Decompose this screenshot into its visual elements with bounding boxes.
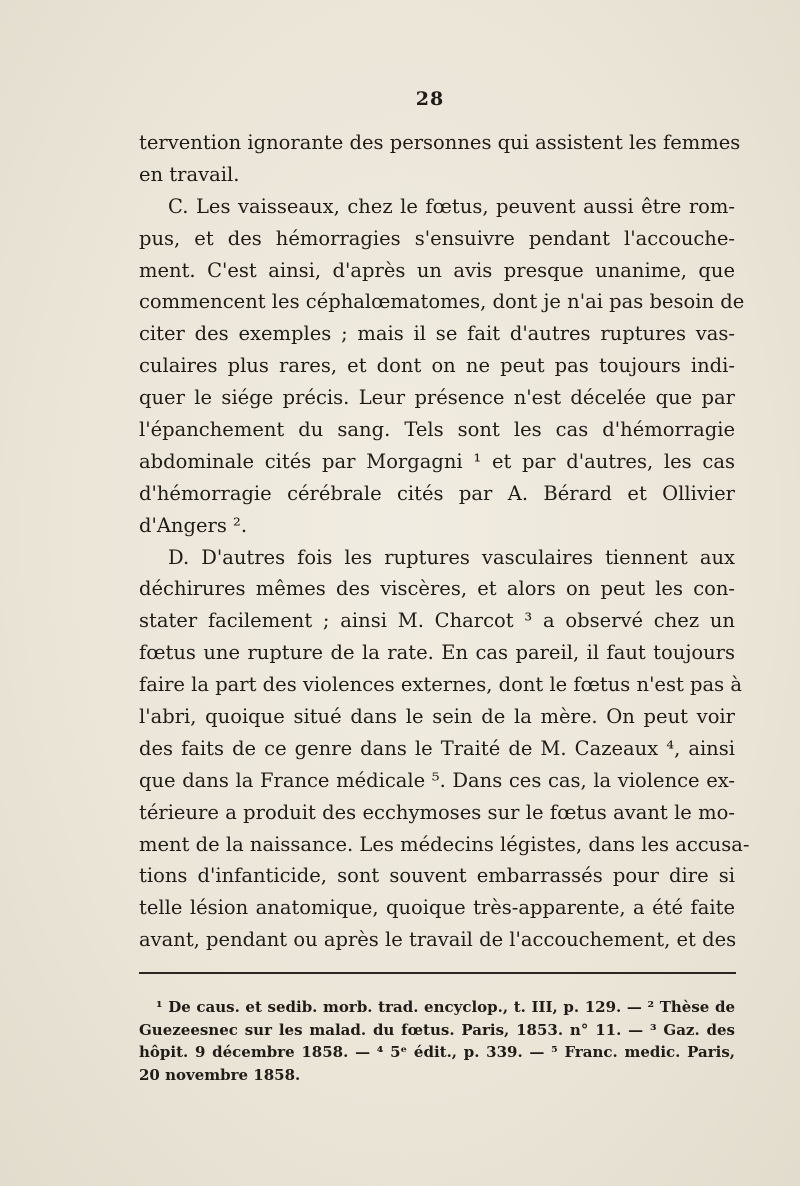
text-line: ment. C'est ainsi, d'après un avis presque unanime, que (139, 258, 735, 282)
text-line: déchirures mêmes des viscères, et alors on peut les con- (139, 577, 735, 601)
text-line: ment de la naissance. Les médecins légistes, dans les accusa- (139, 832, 750, 856)
footnote-line: ¹ De caus. et sedib. morb. trad. encyclop., t. III, p. 129. — ² Thèse de (156, 998, 735, 1016)
text-line: telle lésion anatomique, quoique très-apparente, a été faite (139, 896, 735, 920)
text-line: térieure a produit des ecchymoses sur le fœtus avant le mo- (139, 800, 735, 824)
page-number: 28 (415, 88, 445, 110)
footnotes (139, 996, 735, 1086)
text-line: abdominale cités par Morgagni ¹ et par d'autres, les cas (139, 449, 735, 473)
text-line: en travail. (139, 162, 240, 186)
text-line: commencent les céphalœmatomes, dont je n'ai pas besoin de (139, 290, 745, 314)
body-text (139, 127, 750, 956)
text-line: D. D'autres fois les ruptures vasculaires tiennent aux (168, 545, 735, 569)
text-line: C. Les vaisseaux, chez le fœtus, peuvent aussi être rom- (168, 194, 735, 218)
text-line: d'Angers ². (139, 513, 248, 537)
text-line: que dans la France médicale ⁵. Dans ces cas, la violence ex- (139, 768, 735, 792)
text-line: tervention ignorante des personnes qui assistent les femmes (139, 131, 741, 154)
text-line: l'épanchement du sang. Tels sont les cas d'hémorragie (139, 418, 735, 442)
text-line: pus, et des hémorragies s'ensuivre pendant l'accouche- (139, 226, 735, 250)
text-line: faire la part des violences externes, dont le fœtus n'est pas à (139, 673, 742, 697)
text-line: avant, pendant ou après le travail de l'accouchement, et des (139, 928, 737, 952)
footnote-line: Guezeesnec sur les malad. du fœtus. Paris, 1853. n° 11. — ³ Gaz. des (139, 1020, 735, 1039)
text-line: fœtus une rupture de la rate. En cas pareil, il faut toujours (139, 641, 735, 665)
text-line: quer le siége précis. Leur présence n'est décelée que par (139, 386, 735, 410)
text-line: tions d'infanticide, sont souvent embarrassés pour dire si (139, 864, 735, 888)
footnote-line: 20 novembre 1858. (139, 1065, 301, 1084)
text-line: culaires plus rares, et dont on ne peut pas toujours indi- (139, 354, 735, 378)
text-line: citer des exemples ; mais il se fait d'autres ruptures vas- (139, 322, 735, 346)
footnote-line: hôpit. 9 décembre 1858. — ⁴ 5ᵉ édit., p. 339. — ⁵ Franc. medic. Paris, (139, 1043, 735, 1061)
text-line: d'hémorragie cérébrale cités par A. Bérard et Ollivier (139, 481, 735, 505)
footnote-divider (139, 972, 736, 974)
text-line: stater facilement ; ainsi M. Charcot ³ a observé chez un (139, 609, 735, 633)
text-line: l'abri, quoique situé dans le sein de la mère. On peut voir (139, 705, 735, 729)
text-line: des faits de ce genre dans le Traité de M. Cazeaux ⁴, ainsi (139, 736, 735, 760)
